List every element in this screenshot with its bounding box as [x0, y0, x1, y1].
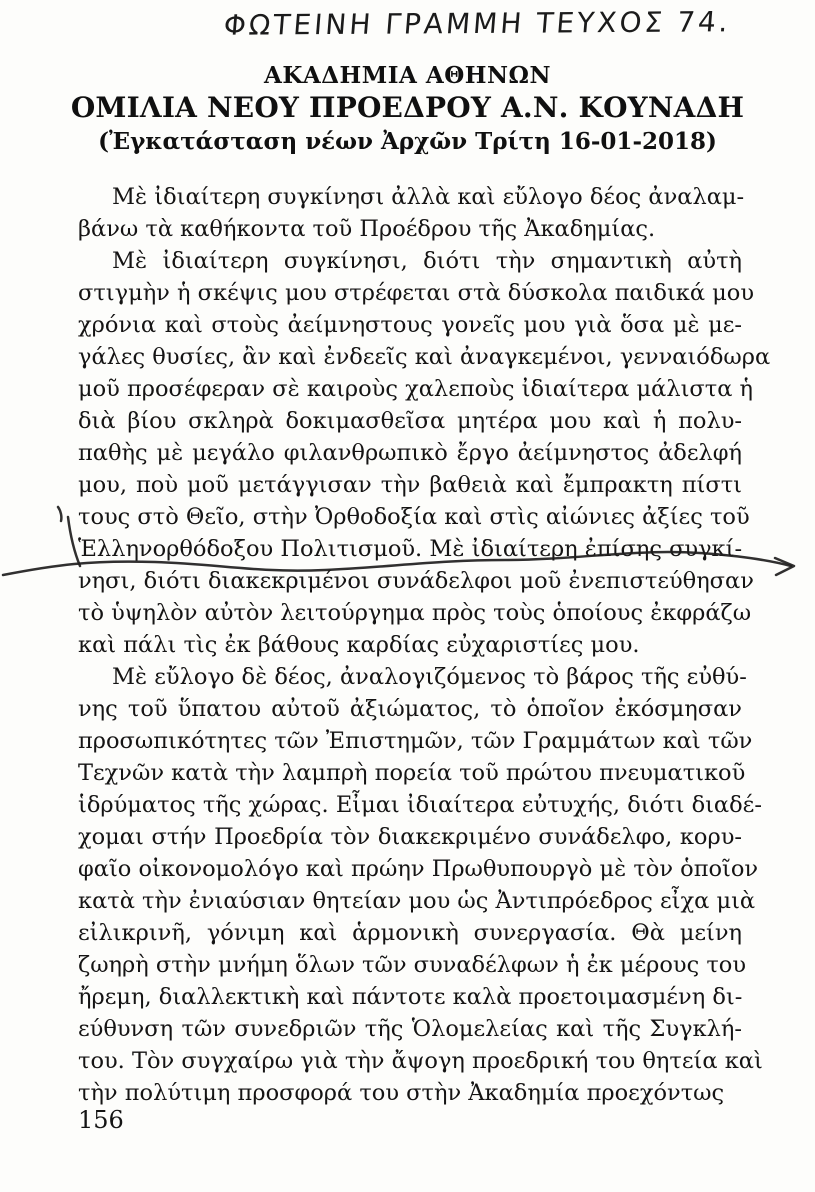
article-title: ΟΜΙΛΙΑ ΝΕΟΥ ΠΡΟΕΔΡΟΥ Α.Ν. ΚΟΥΝΑΔΗ	[70, 91, 745, 124]
article-subtitle: (Ἐγκατάσταση νέων Ἀρχῶν Τρίτη 16-01-2018)	[98, 128, 717, 155]
text-line: νησι, διότι διακεκριμένοι συνάδελφοι μοῦ ἐνεπιστεύθησαν	[78, 568, 754, 594]
text-line: τὴν πολύτιμη προσφορά του στὴν Ἀκαδημία προεχόντως	[78, 1080, 725, 1106]
text-line: χομαι στήν Προεδρία τὸν διακεκριμένο συνάδελφο, κορυ-	[78, 824, 742, 850]
text-line: μοῦ προσέφεραν σὲ καιροὺς χαλεποὺς ἰδιαίτερα μάλιστα ἡ	[78, 376, 754, 402]
text-line: κατὰ τὴν ἐνιαύσιαν θητείαν μου ὡς Ἀντιπρόεδρος εἶχα μιὰ	[78, 888, 756, 914]
text-line: Μὲ εὔλογο δὲ δέος, ἀναλογιζόμενος τὸ βάρος τῆς εὐθύ-	[112, 664, 747, 690]
text-line: Ἑλληνορθόδοξου Πολιτισμοῦ. Μὲ ἰδιαίτερη ἐπίσης συγκί-	[78, 536, 743, 562]
text-line: προσωπικότητες τῶν Ἐπιστημῶν, τῶν Γραμμάτων καὶ τῶν	[78, 728, 753, 754]
text-line: στιγμὴν ἡ σκέψις μου στρέφεται στὰ δύσκολα παιδικά μου	[78, 280, 755, 306]
text-line: παθὴς μὲ μεγάλο φιλανθρωπικὸ ἔργο ἀείμνηστος ἀδελφή	[78, 440, 742, 466]
text-line: ἱδρύματος τῆς χώρας. Εἶμαι ἰδιαίτερα εὐτυχής, διότι διαδέ-	[78, 792, 762, 818]
text-line: γάλες θυσίες, ἂν καὶ ἐνδεεῖς καὶ ἀναγκεμένοι, γενναιόδωρα	[78, 344, 771, 370]
page-number: 156	[78, 1106, 124, 1134]
text-line: νης τοῦ ὕπατου αὐτοῦ ἀξιώματος, τὸ ὁποῖον ἐκόσμησαν	[78, 696, 742, 722]
text-line: μου, ποὺ μοῦ μετάγγισαν τὴν βαθειὰ καὶ ἔμπρακτη πίστι	[78, 472, 742, 498]
text-line: ζωηρὴ στὴν μνήμη ὅλων τῶν συναδέλφων ἡ ἐκ μέρους του	[78, 952, 747, 978]
article-header	[0, 62, 815, 157]
pen-tick-mark	[58, 507, 61, 521]
pen-arrowhead	[775, 558, 794, 575]
text-line: του. Τὸν συγχαίρω γιὰ τὴν ἄψογη προεδρική του θητεία καὶ	[78, 1048, 763, 1074]
body-text	[78, 181, 771, 1109]
handwritten-note: ΦΩΤΕΙΝΗ ΓΡΑΜΜΗ ΤΕΥΧΟΣ 74.	[222, 5, 733, 42]
text-line: εἰλικρινῆ, γόνιμη καὶ ἁρμονικὴ συνεργασία. Θὰ μείνη	[78, 920, 742, 946]
text-line: Μὲ ἰδιαίτερη συγκίνησι, διότι τὴν σημαντικὴ αὐτὴ	[112, 248, 742, 274]
text-line: φαῖο οἰκονομολόγο καὶ πρώην Πρωθυπουργὸ μὲ τὸν ὁποῖον	[78, 856, 759, 882]
text-line: τὸ ὑψηλὸν αὐτὸν λειτούργημα πρὸς τοὺς ὁποίους ἐκφράζω	[78, 600, 752, 626]
text-line: βάνω τὰ καθήκοντα τοῦ Προέδρου τῆς Ἀκαδημίας.	[78, 216, 656, 242]
text-line: διὰ βίου σκληρὰ δοκιμασθεῖσα μητέρα μου καὶ ἡ πολυ-	[78, 408, 742, 434]
text-line: Μὲ ἰδιαίτερη συγκίνησι ἀλλὰ καὶ εὔλογο δέος ἀναλαμ-	[112, 184, 745, 210]
text-line: Τεχνῶν κατὰ τὴν λαμπρὴ πορεία τοῦ πρώτου πνευματικοῦ	[78, 760, 746, 786]
text-line: τους στὸ Θεῖο, στὴν Ὀρθοδοξία καὶ στὶς αἰώνιες ἀξίες τοῦ	[78, 504, 750, 530]
text-line: χρόνια καὶ στοὺς ἀείμνηστους γονεῖς μου γιὰ ὅσα μὲ με-	[78, 312, 742, 338]
text-line: καὶ πάλι τὶς ἐκ βάθους καρδίας εὐχαριστίες μου.	[78, 632, 640, 658]
institution-heading: ΑΚΑΔΗΜΙΑ ΑΘΗΝΩΝ	[264, 62, 551, 89]
text-line: ἤρεμη, διαλλεκτικὴ καὶ πάντοτε καλὰ προετοιμασμένη δι-	[78, 984, 743, 1010]
text-line: εύθυνση τῶν συνεδριῶν τῆς Ὁλομελείας καὶ τῆς Συγκλή-	[78, 1016, 742, 1042]
